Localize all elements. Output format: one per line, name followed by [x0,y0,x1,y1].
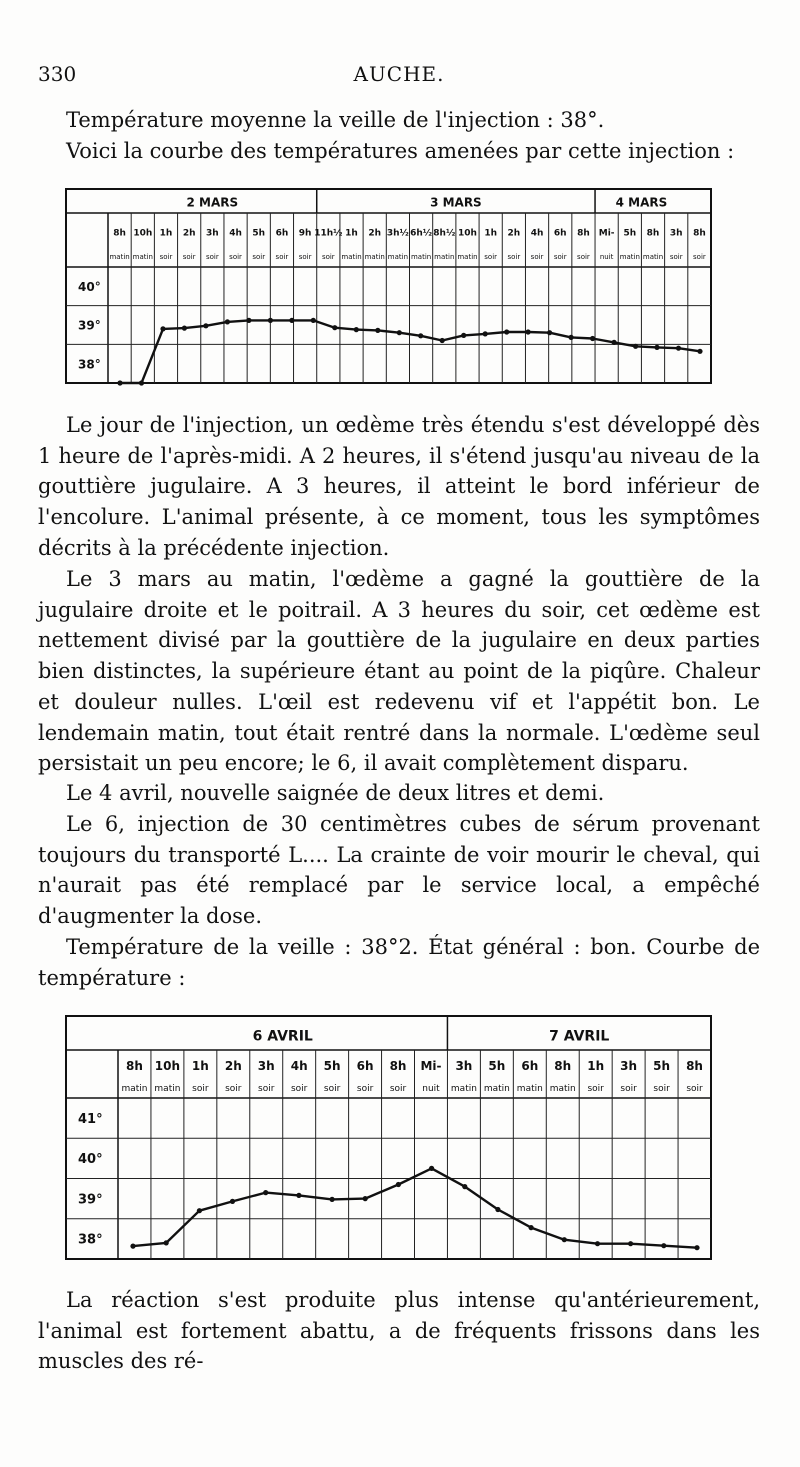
hour-label: 1h [159,228,173,239]
period-label: matin [483,1083,510,1094]
period-label: matin [642,252,664,261]
y-tick-label: 38° [78,357,101,372]
day-label: 6 AVRIL [252,1028,313,1045]
period-label: matin [364,252,385,261]
hour-label: 3h [455,1059,473,1074]
hour-label: 8h [113,228,126,239]
hour-label: 11h½ [314,228,343,239]
period-label: matin [121,1083,148,1094]
hour-label: 8h [686,1059,703,1074]
hour-label: 5h [623,228,637,239]
period-label: soir [182,252,196,261]
y-tick-label: 39° [78,318,101,333]
period-label: soir [205,252,219,261]
hour-label: 10h [154,1059,181,1074]
period-label: soir [669,252,683,261]
period-label: matin [434,252,455,261]
hour-label: 8h [554,1059,572,1074]
hour-label: 4h [290,1059,308,1074]
page-number: 330 [38,62,77,86]
hour-label: 3h [257,1059,275,1074]
y-tick-label: 40° [78,1152,103,1168]
period-label: matin [549,1083,576,1094]
hour-label: 8h½ [433,228,456,239]
hour-label: 5h [488,1059,506,1074]
period-label: nuit [599,252,614,261]
temperature-point [130,1244,135,1249]
hour-label: 10h [458,228,477,239]
period-label: soir [653,1083,670,1094]
y-tick-label: 40° [78,279,101,294]
hour-label: 6h [553,228,567,239]
paragraph-jour-injection: Le jour de l'injection, un œdème très étendu s'est développé dès 1 heure de l'après-midi. A 2 heures, il s'étend jusqu'au niveau de la gouttière jugulaire. A 3 heures, il atteint le bord inférieur de l'encolure. L'animal présente, à ce moment, tous les symptômes décrits à la précédente injection. [38,413,760,560]
hour-label: 9h [298,228,312,239]
hour-label: 5h [323,1059,341,1074]
hour-label: Mi- [420,1059,442,1074]
temperature-point [230,1199,235,1204]
hour-label: 2h [507,228,521,239]
hour-label: Mi- [598,228,615,239]
period-label: soir [389,1083,407,1094]
hour-label: 10h [133,228,153,239]
period-label: soir [356,1083,374,1094]
temperature-point [396,1182,401,1187]
period-label: matin [341,252,362,261]
paragraph-4-avril: Le 4 avril, nouvelle saignée de deux litres et demi. [66,781,605,805]
hour-label: 6h [356,1059,374,1074]
temperature-point [296,1193,301,1198]
day-label: 7 AVRIL [549,1028,610,1045]
hour-label: 1h [191,1059,209,1074]
period-label: soir [321,252,335,261]
period-label: soir [686,1083,703,1094]
period-label: soir [620,1083,637,1094]
period-label: soir [225,1083,242,1094]
paragraph-6-injection: Le 6, injection de 30 centimètres cubes de sérum provenant toujours du transporté L.... La crainte de voir mourir le cheval, qui n'aurait pas été remplacé par le service local, a empêché d'augmenter la dose. [38,812,760,929]
period-label: soir [258,1083,275,1094]
hour-label: 2h [182,228,196,239]
temperature-point [661,1243,666,1248]
hour-label: 8h [577,228,590,239]
paragraph-intro-courbe-1: Voici la courbe des températures amenées par cette injection : [66,139,735,163]
period-label: soir [229,252,242,261]
period-label: soir [587,1083,604,1094]
period-label: nuit [422,1083,440,1094]
period-label: soir [530,252,544,261]
period-label: soir [192,1083,209,1094]
period-label: soir [252,252,266,261]
y-tick-label: 38° [78,1232,103,1248]
period-label: matin [410,252,432,261]
period-label: soir [693,252,706,261]
period-label: soir [577,252,590,261]
paragraph-reaction: La réaction s'est produite plus intense qu'antérieurement, l'animal est fortement abattu, a de fréquents frissons dans les muscles des ré- [38,1288,760,1374]
y-tick-label: 41° [78,1111,103,1127]
hour-label: 3h [620,1059,638,1074]
hour-label: 5h [252,228,266,239]
y-tick-label: 39° [78,1192,103,1208]
temperature-point [197,1208,202,1213]
period-label: soir [507,252,521,261]
hour-label: 1h [345,228,358,239]
hour-label: 3h½ [386,228,409,239]
temperature-point [363,1196,368,1201]
period-label: soir [484,252,498,261]
period-label: matin [154,1083,181,1094]
period-label: matin [516,1083,543,1094]
paragraph-temperature-veille: Température moyenne la veille de l'injection : 38°. [66,108,605,132]
period-label: soir [298,252,312,261]
day-label: 4 MARS [615,195,668,210]
hour-label: 4h [229,228,242,239]
hour-label: 6h½ [410,228,433,239]
temperature-point [529,1225,534,1230]
period-label: matin [619,252,640,261]
temperature-point [330,1197,335,1202]
period-label: soir [290,1083,308,1094]
temperature-point [694,1245,699,1250]
period-label: matin [450,1083,477,1094]
paragraph-3-mars: Le 3 mars au matin, l'œdème a gagné la gouttière de la jugulaire droite et le poitrail. A 3 heures du soir, cet œdème est nettement divisé par la gouttière de la jugulaire en deux parties bien distinctes, la supérieure étant au point de la piqûre. Chaleur et douleur nulles. L'œil est redevenu vif et l'appétit bon. Le lendemain matin, tout était rentré dans la normale. L'œdème seul persistait un peu encore; le 6, il avait complètement disparu. [38,567,760,776]
period-label: matin [109,252,130,261]
running-title: AUCHE. [353,62,445,86]
period-label: matin [387,252,409,261]
temperature-point [164,1240,169,1245]
hour-label: 4h [530,228,544,239]
period-label: soir [159,252,173,261]
hour-label: 8h [389,1059,407,1074]
day-label: 3 MARS [430,195,482,210]
chart-frame [66,1016,711,1259]
temperature-point [628,1241,633,1246]
hour-label: 1h [484,228,498,239]
hour-label: 8h [646,228,660,239]
hour-label: 6h [521,1059,539,1074]
temperature-point [263,1190,268,1195]
hour-label: 1h [587,1059,605,1074]
hour-label: 3h [669,228,683,239]
day-label: 2 MARS [186,195,239,210]
paragraph-intro-courbe-2: Température de la veille : 38°2. État général : bon. Courbe de température : [38,935,760,990]
period-label: matin [457,252,478,261]
hour-label: 2h [368,228,382,239]
temperature-point [495,1207,500,1212]
hour-label: 5h [653,1059,671,1074]
temperature-point [429,1166,434,1171]
hour-label: 2h [224,1059,242,1074]
period-label: soir [323,1083,341,1094]
period-label: soir [275,252,289,261]
period-label: matin [132,252,153,261]
hour-label: 8h [693,228,706,239]
hour-label: 8h [126,1059,143,1074]
hour-label: 6h [275,228,289,239]
hour-label: 3h [206,228,219,239]
temperature-point [562,1237,567,1242]
period-label: soir [553,252,567,261]
temperature-point [595,1241,600,1246]
temperature-point [462,1184,467,1189]
